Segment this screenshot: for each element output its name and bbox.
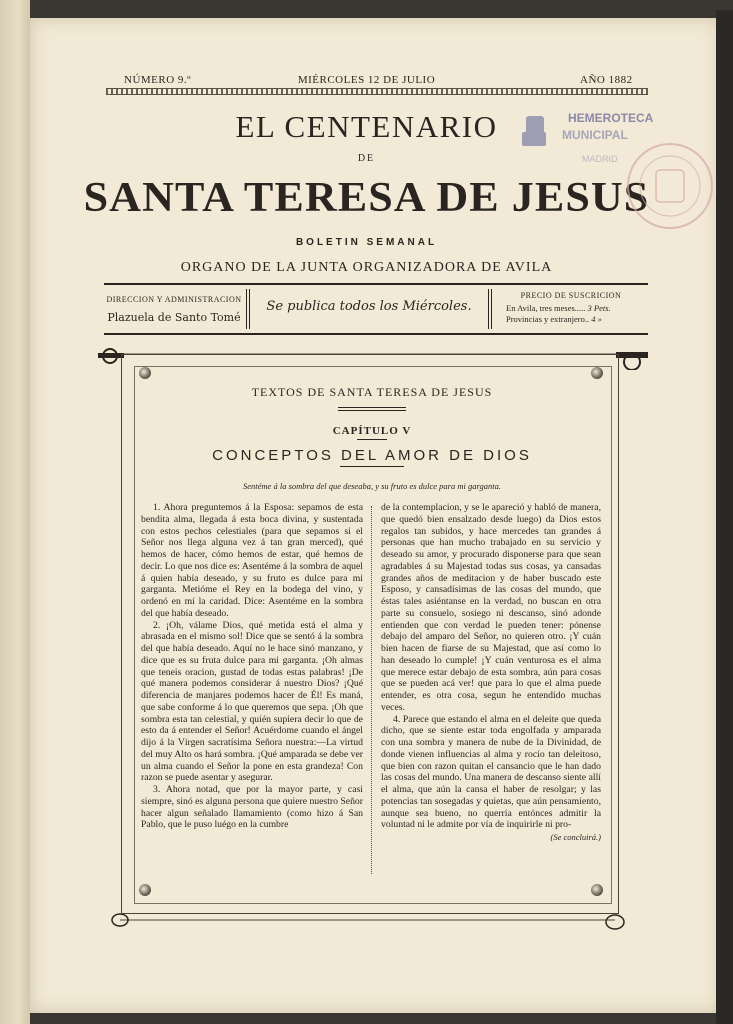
masthead-line1: EL CENTENARIO (235, 109, 498, 144)
column-divider (371, 506, 373, 874)
paragraph: 1. Ahora preguntemos á la Esposa: sepamos de esta bendita alma, llegada á esta boca divina, y sustentada con estos pechos celestiales (para que sepamos si el Señor nos llega alguna vez á tan gran merced), qué hemos de hacer, cómo hemos de estar, qué hemos de decir. Lo que nos dice es: Asentéme á la sombra de aquel á quien había deseado, y su fruto es dulce para mi garganta. Metióme el Rey en la bodega del vino, y ordenó en mí la caridad. Dice: Asentéme en la sombra del que había deseado. (141, 502, 363, 619)
title-rule (340, 466, 404, 467)
direccion-value: Plazuela de Santo Tomé (107, 311, 241, 324)
bolt-icon (591, 884, 603, 896)
masthead-title: SANTA TERESA DE JESUS (83, 175, 650, 221)
masthead-organo: ORGANO DE LA JUNTA ORGANIZADORA DE AVILA (180, 260, 553, 275)
paragraph: 4. Parece que estando el alma en el deleite que queda dicho, que se siente estar toda engolfada y amparada con una sombra y manera de nube de la Divinidad, de donde vienen influencias al alma y rocío tan deleitoso, que bien con razon quitan el cansancio que le han dado las cosas del mundo. Una manera de descanso siente allí el alma, que aún la cansa el haber de resolgar; y las potencias tan sosegadas y quietas, que aún pensamiento, aunque sea bueno, no querría entónces admitir la voluntad ni le admite por vía de inquirirle ni pro- (381, 713, 601, 831)
stamp-seal-icon (628, 144, 712, 228)
section-title: TEXTOS DE SANTA TERESA DE JESUS (251, 385, 493, 399)
direccion-label: DIRECCION Y ADMINISTRACION (106, 295, 242, 304)
paragraph: 2. ¡Oh, válame Dios, qué metida está el alma y abrasada en el mismo sol! Dice que se sentó á la sombra del que había deseado. Aquí no le hace sinó manzano, y dice que es su fruta dulce para mi garganta. ¡Oh almas que teneis oracion, gustad de todas estas palabras! ¡De qué manera podemos considerar á nuestro Dios? ¡Qué diferencia de manjares podemos hacer de Él! Es maná, que sabe conforme á lo que queremos que sepa. ¡Oh que sombra esta tan celestial, y quién supiera decir lo que de esto da á entender el Señor! Acuérdome cuando el ángel dijo á la Vírgen sacratísima Señora nuestra:—La virtud del muy Alto os hará sombra. ¡Qué amparada se debe ver un alma cuando el Señor la pone en esta grandeza! Con razon se puede asentar y asegurar. (141, 619, 363, 784)
precio-label: PRECIO DE SUSCRICION (520, 291, 622, 300)
info-divider (488, 289, 492, 329)
scroll-roll-bottom-icon (112, 914, 624, 929)
precio-row: En Avila, tres meses..... 3 Pets. (506, 303, 611, 313)
masthead-line2: DE (357, 153, 376, 164)
publica-text: Se publica todos los Miércoles. (266, 299, 472, 314)
library-stamp (520, 106, 720, 256)
info-divider (246, 289, 250, 329)
column-right (381, 502, 601, 844)
top-rule (106, 88, 648, 95)
issue-date: MIÉRCOLES 12 DE JULIO (297, 74, 436, 86)
stamp-line3: MADRID (582, 154, 618, 164)
scroll-roll-right-icon (616, 352, 648, 370)
stamp-crest-icon (522, 116, 546, 146)
issue-number: NÚMERO 9.º (124, 74, 192, 86)
masthead-subtitle: BOLETIN SEMANAL (295, 237, 438, 248)
column-left (141, 502, 363, 831)
bolt-icon (591, 367, 603, 379)
publica-cell (252, 285, 486, 333)
paragraph: 3. Ahora notad, que por la mayor parte, y casi siempre, sinó es alguna persona que quiere nuestro Señor hacer algun señalado llamamiento (como hizo á San Pablo, que le puso luégo en la cumbre (141, 784, 363, 831)
stamp-line2: MUNICIPAL (562, 128, 628, 142)
article-title: CONCEPTOS DEL AMOR DE DIOS (212, 447, 532, 464)
stamp-line1: HEMEROTECA (568, 111, 654, 125)
precio-cell (494, 285, 648, 333)
chapter-title: CAPÍTULO V (332, 425, 412, 437)
precio-row: Provincias y extranjero.. 4 » (506, 314, 602, 324)
issue-year: AÑO 1882 (580, 74, 633, 86)
section-rule (338, 407, 406, 411)
bolt-icon (139, 884, 151, 896)
paragraph: de la contemplacion, y se le apareció y habló de manera, que quedó bien ensalzado desde luego) da Dios estos regalos tan subidos, y hace mercedes tan grandes á personas que han mucho trabajado en su servicio y deseado su amor, y procurado disponerse para que sean agradables á su Majestad todas sus cosas, ya cansadas grandes años de meditacion y de haber buscado este Esposo, y cansadísimas de las cosas del mundo, que éstas tales asiéntanse en la verdad, no buscan en otra parte su consuelo, sosiego ni descanso, sinó adonde entienden que con verdad le pueden tener: pónense debajo del amparo del Señor, no quieren otro. ¡Y cuán bien hacen de fiarse de su Majestad, que así como lo han deseado lo cumple! ¡Y cuán venturosa es el alma que merece estar debajo de esta sombra, aún para cosas que se pueden acá ver! que para lo que el alma puede entender, es otra cosa, segun he entendido muchas veces. (381, 502, 601, 713)
chapter-rule (357, 439, 387, 440)
direccion-cell (104, 285, 244, 333)
epigraph: Sentéme á la sombra del que deseaba, y su fruto es dulce para mi garganta. (243, 481, 501, 491)
continued-note: (Se concluirá.) (550, 832, 601, 842)
bolt-icon (139, 367, 151, 379)
info-bar (104, 283, 648, 335)
